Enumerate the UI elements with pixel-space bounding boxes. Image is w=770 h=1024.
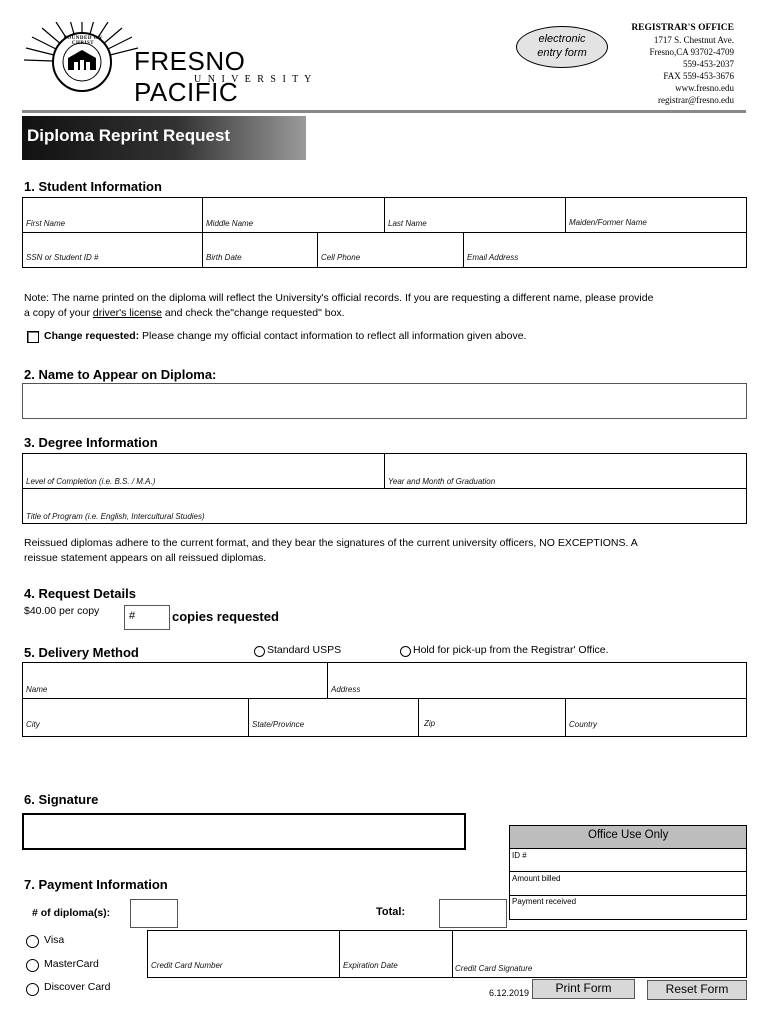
office-received-field[interactable]: Payment received <box>512 897 577 906</box>
drivers-license-link[interactable]: driver's license <box>92 307 162 319</box>
col-divider <box>202 197 203 268</box>
note-line2 <box>24 306 345 321</box>
section-signature-heading: 6. Signature <box>24 792 99 807</box>
col-divider <box>248 698 249 737</box>
change-requested-desc: Please change my official contact information to reflect all information given above. <box>139 330 527 342</box>
seal-icon <box>22 22 142 92</box>
col-divider <box>418 698 419 737</box>
office-use-header <box>510 826 746 849</box>
form-version-date: 6.12.2019 <box>489 988 530 998</box>
standard-usps-label: Standard USPS <box>267 644 342 656</box>
city-field[interactable]: City <box>26 720 40 729</box>
copies-placeholder: # <box>129 610 136 622</box>
badge-line2: entry form <box>537 47 587 59</box>
degree-row-divider <box>22 488 747 489</box>
office-address1: 1717 S. Chestnut Ave. <box>653 35 734 45</box>
visa-radio[interactable] <box>26 935 39 948</box>
hold-pickup-label: Hold for pick-up from the Registrar' Office. <box>413 644 609 656</box>
col-divider <box>339 930 340 978</box>
col-divider <box>384 197 385 232</box>
section-student-heading: 1. Student Information <box>24 179 162 194</box>
hold-pickup-radio[interactable] <box>400 646 411 657</box>
signature-input[interactable] <box>22 813 466 850</box>
maiden-name-field[interactable]: Maiden/Former Name <box>569 218 647 227</box>
birth-date-field[interactable]: Birth Date <box>206 253 242 262</box>
discover-label: Discover Card <box>44 981 111 993</box>
ssn-field[interactable]: SSN or Student ID # <box>26 253 99 262</box>
copies-requested-label: copies requested <box>172 609 279 624</box>
student-row-divider <box>22 232 747 233</box>
university-name: FRESNO PACIFIC <box>134 46 246 107</box>
credit-card-table <box>147 930 747 978</box>
section-name-heading: 2. Name to Appear on Diploma: <box>24 367 217 382</box>
zip-field[interactable]: Zip <box>424 719 436 728</box>
email-field[interactable]: Email Address <box>467 253 519 262</box>
total-label: Total: <box>376 906 406 918</box>
state-field[interactable]: State/Province <box>252 720 305 729</box>
delivery-row-divider <box>22 698 747 699</box>
office-fax: FAX 559-453-3676 <box>663 71 734 81</box>
reissue-line1: Reissued diplomas adhere to the current format, and they bear the signatures of the current university officers, NO EXCEPTIONS. A <box>24 537 638 549</box>
office-title: REGISTRAR'S OFFICE <box>631 23 734 33</box>
col-divider <box>327 662 328 698</box>
graduation-date-field[interactable]: Year and Month of Graduation <box>388 477 496 486</box>
diplomas-count-input[interactable] <box>130 899 178 928</box>
col-divider <box>463 232 464 268</box>
office-amount-field[interactable]: Amount billed <box>512 874 561 883</box>
office-use-title: Office Use Only <box>588 829 669 841</box>
col-divider <box>565 197 566 232</box>
change-requested-checkbox[interactable] <box>27 331 39 343</box>
visa-label: Visa <box>44 934 65 946</box>
section-request-heading: 4. Request Details <box>24 586 136 601</box>
note-line2-pre: a copy of your <box>24 307 93 319</box>
section-degree-heading: 3. Degree Information <box>24 435 158 450</box>
delivery-address-field[interactable]: Address <box>331 685 361 694</box>
total-input[interactable] <box>439 899 507 928</box>
badge-line1: electronic <box>538 33 586 45</box>
seal-text: FOUNDED ON CHRIST <box>63 36 103 46</box>
first-name-field[interactable]: First Name <box>26 219 66 228</box>
university-subtitle: U N I V E R S I T Y <box>194 74 314 85</box>
office-id-field[interactable]: ID # <box>512 851 527 860</box>
discover-radio[interactable] <box>26 983 39 996</box>
change-requested-text <box>44 329 526 344</box>
office-row-divider <box>509 895 747 896</box>
change-requested-label: Change requested: <box>44 330 140 342</box>
delivery-address-table <box>22 662 747 737</box>
diploma-name-input[interactable] <box>22 383 747 419</box>
cc-expiration-field[interactable]: Expiration Date <box>343 961 398 970</box>
mastercard-label: MasterCard <box>44 958 99 970</box>
cc-signature-field[interactable]: Credit Card Signature <box>455 964 533 973</box>
program-title-field[interactable]: Title of Program (i.e. English, Intercultural Studies) <box>26 512 205 521</box>
note-line2-post: and check the"change requested" box. <box>162 307 345 319</box>
cc-number-field[interactable]: Credit Card Number <box>151 961 223 970</box>
electronic-entry-badge <box>516 26 608 68</box>
country-field[interactable]: Country <box>569 720 598 729</box>
col-divider <box>384 453 385 488</box>
diplomas-count-label: # of diploma(s): <box>32 907 111 919</box>
copies-input[interactable] <box>124 605 170 630</box>
office-address2: Fresno,CA 93702-4709 <box>649 47 734 57</box>
note-line1: Note: The name printed on the diploma will reflect the University's official records. If you are requesting a different name, please provide <box>24 292 654 304</box>
level-completion-field[interactable]: Level of Completion (i.e. B.S. / M.A.) <box>26 477 156 486</box>
registrar-office-block <box>631 22 734 106</box>
university-logo <box>22 22 332 107</box>
standard-usps-radio[interactable] <box>254 646 265 657</box>
office-row-divider <box>509 871 747 872</box>
form-title-text: Diploma Reprint Request <box>27 126 231 145</box>
delivery-name-field[interactable]: Name <box>26 685 48 694</box>
section-delivery-heading: 5. Delivery Method <box>24 645 139 660</box>
last-name-field[interactable]: Last Name <box>388 219 427 228</box>
section-payment-heading: 7. Payment Information <box>24 877 168 892</box>
col-divider <box>317 232 318 268</box>
office-web: www.fresno.edu <box>675 83 734 93</box>
cell-phone-field[interactable]: Cell Phone <box>321 253 361 262</box>
reset-form-button[interactable]: Reset Form <box>647 980 747 1000</box>
office-email: registrar@fresno.edu <box>657 95 734 105</box>
col-divider <box>565 698 566 737</box>
header-divider <box>22 110 746 113</box>
price-per-copy: $40.00 per copy <box>24 605 100 617</box>
reissue-line2: reissue statement appears on all reissued diplomas. <box>24 552 267 564</box>
middle-name-field[interactable]: Middle Name <box>206 219 254 228</box>
col-divider <box>452 930 453 978</box>
form-title <box>22 116 306 160</box>
office-phone: 559-453-2037 <box>683 59 734 69</box>
mastercard-radio[interactable] <box>26 959 39 972</box>
print-form-button[interactable]: Print Form <box>532 979 635 999</box>
